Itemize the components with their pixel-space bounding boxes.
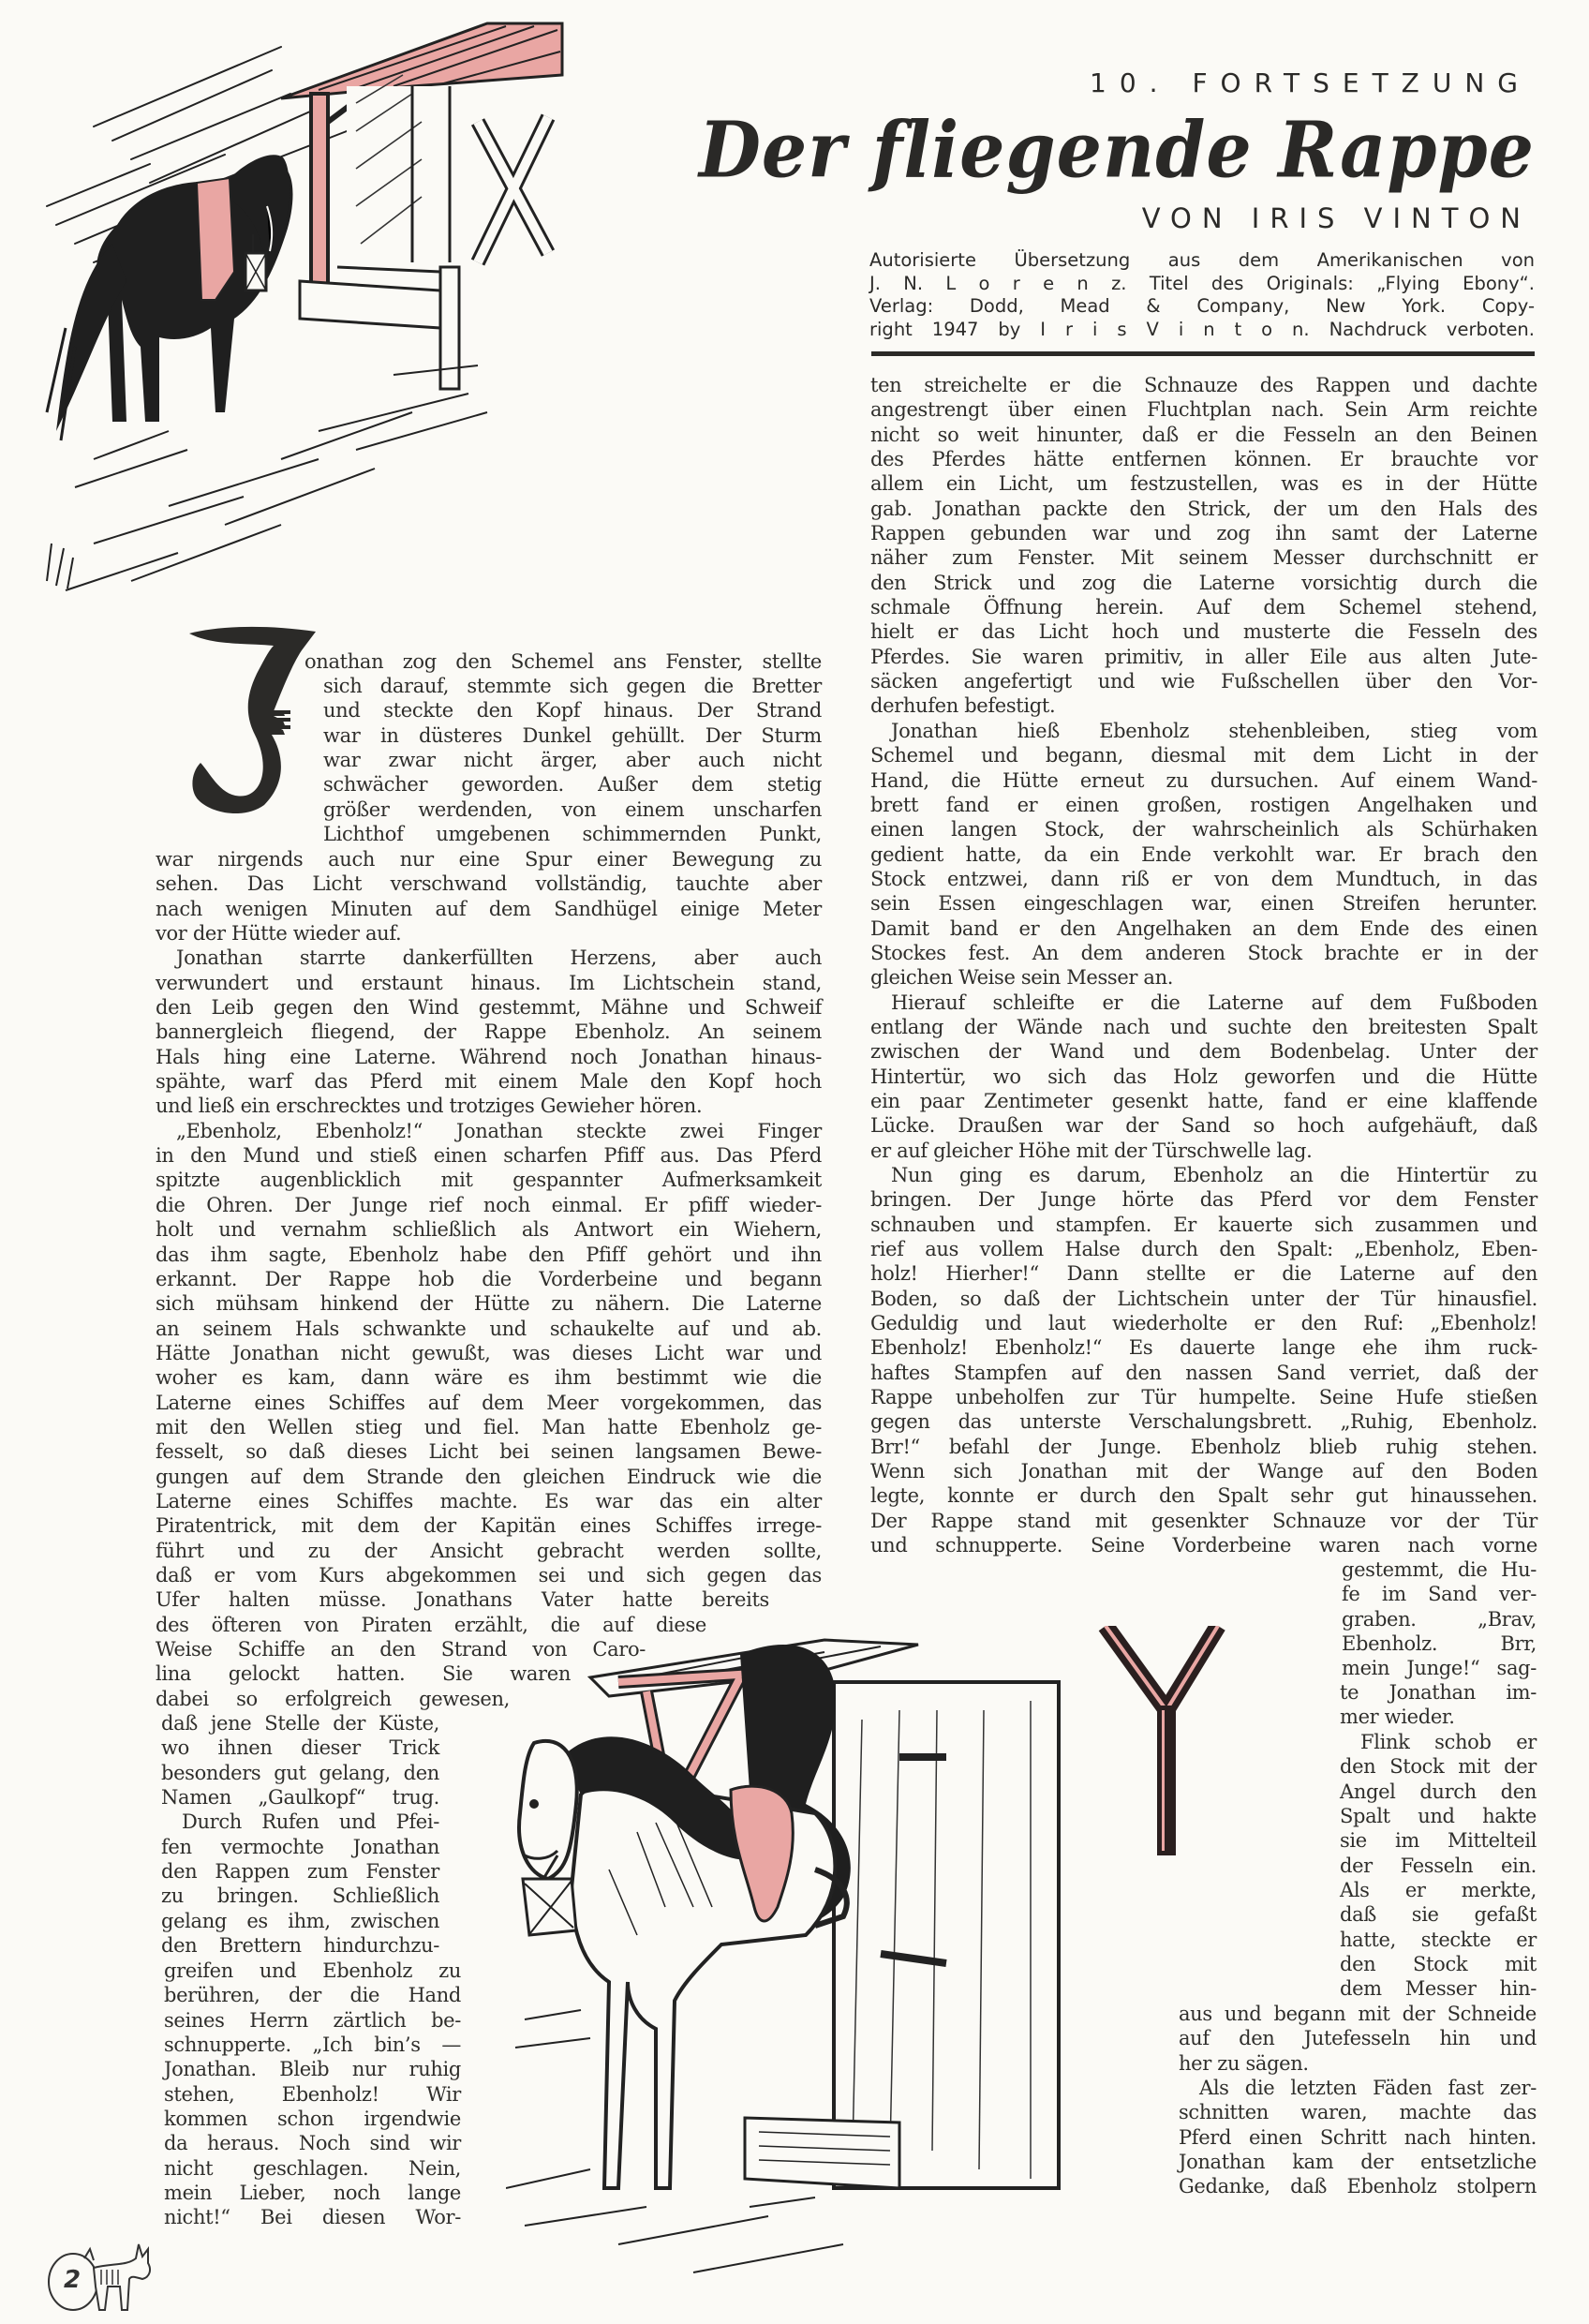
page-number-badge (37, 2221, 159, 2315)
text-line: Rappen gebunden war und zog ihn samt der Laterne (870, 522, 1537, 545)
text-line: ten streichelte er die Schnauze des Rappen und dachte (870, 374, 1537, 396)
text-line: er auf gleicher Höhe mit der Türschwelle lag. (870, 1139, 1313, 1162)
text-line: sehen. Das Licht verschwand vollständig, tauchte aber (156, 872, 822, 896)
text-line: brett fand er einen großen, rostigen Angelhaken und (870, 793, 1537, 816)
text-line: gedient hatte, da ein Ende verkohlt war. Er brach den (870, 842, 1537, 866)
text-line: Hand, die Hütte erneut zu dursuchen. Auf einem Wand- (870, 768, 1537, 792)
horse-figure (47, 155, 293, 440)
hut-step (300, 281, 440, 328)
text-line: Weise Schiffe an den Strand von Caro- (156, 1638, 646, 1661)
text-line: Pferd einen Schritt nach hinten. (1179, 2125, 1537, 2149)
text-line: zu bringen. Schließlich (161, 1885, 439, 1908)
text-line: daß sie gefaßt (1340, 1903, 1537, 1927)
credits-line: J. N. L o r e n z. Titel des Originals: „Flying Ebony“. (869, 272, 1535, 294)
text-line: und schnupperte. Seine Vorderbeine waren nach vorne (870, 1534, 1537, 1557)
text-line: gelang es ihm, zwischen (161, 1909, 439, 1932)
text-line: da heraus. Noch sind wir (164, 2132, 461, 2155)
horse-figure (519, 1645, 851, 2188)
text-line: mein Lieber, noch lange (164, 2182, 461, 2205)
header-rule (871, 351, 1535, 356)
text-line: Schemel und begann, diesmal mit dem Licht in der (870, 744, 1537, 767)
text-line: hatte, steckte er (1340, 1928, 1537, 1951)
text-line: vor der Hütte wieder auf. (156, 922, 402, 946)
hut-wall (347, 86, 562, 272)
text-line: sich darauf, stemmte sich gegen die Bretter (323, 675, 822, 697)
text-line: führt und zu der Ansicht gebracht werden sollte, (156, 1539, 822, 1562)
credits-line: Autorisierte Übersetzung aus dem Amerikanischen von (869, 249, 1535, 271)
text-line: erkannt. Der Rappe hob die Vorderbeine und begann (156, 1267, 822, 1290)
hut-post (311, 94, 328, 309)
text-line: Angel durch den (1340, 1780, 1537, 1803)
text-line: ein paar Zentimeter gesenkt hatte, fand er eine klaffende (870, 1089, 1537, 1112)
text-line: Gedanke, daß Ebenholz stolpern (1179, 2175, 1537, 2198)
text-line: auf den Jutefesseln hin und (1179, 2027, 1537, 2050)
text-line: holt und vernahm schließlich als Antwort ein Wiehern, (156, 1218, 822, 1242)
text-line: den Leib gegen den Wind gestemmt, Mähne und Schweif (156, 996, 822, 1020)
text-line: dabei so erfolgreich gewesen, (156, 1688, 510, 1710)
text-line: Flink schob er (1360, 1731, 1537, 1753)
text-line: Namen „Gaulkopf“ trug. (161, 1786, 439, 1810)
text-line: mer wieder. (1340, 1706, 1455, 1729)
text-line: berühren, der die Hand (164, 1984, 461, 2007)
text-line: Lichthof umgebenen schimmernden Punkt, (323, 823, 822, 846)
donkey-icon (37, 2221, 159, 2315)
text-line: daß jene Stelle der Küste, (161, 1712, 439, 1735)
page-number: 2 (64, 2266, 82, 2294)
text-line: sie im Mittelteil (1340, 1829, 1537, 1853)
text-line: bringen. Der Junge hörte das Pferd vor dem Fenster (870, 1188, 1537, 1212)
text-line: besonders gut gelang, den (161, 1761, 439, 1784)
text-line: das ihm sagte, Ebenholz habe den Pfiff gehört und ihn (156, 1243, 822, 1266)
text-line: Damit band er den Angelhaken an dem Ende des einen (870, 916, 1537, 940)
text-line: spitzte augenblicklich mit gespannter Aufmerksamkeit (156, 1169, 822, 1192)
text-line: Hintertür, wo sich das Holz geworfen und die Hütte (870, 1065, 1537, 1088)
text-line: fe im Sand ver- (1342, 1583, 1537, 1606)
text-line: Wenn sich Jonathan mit der Wange auf den Boden (870, 1460, 1537, 1483)
text-line: schnitten waren, machte das (1179, 2101, 1537, 2124)
text-line: den Stock mit der (1340, 1755, 1537, 1779)
text-line: den Strick und zog die Laterne vorsichtig durch die (870, 571, 1537, 594)
text-line: den Rappen zum Fenster (161, 1860, 439, 1884)
text-line: und ließ ein erschrecktes und trotziges Gewieher hören. (156, 1095, 703, 1118)
text-line: verwundert und erstaunt hinaus. Im Lichtschein stand, (156, 971, 822, 994)
text-line: rief aus vollem Halse durch den Spalt: „Ebenholz, Eben- (870, 1238, 1537, 1261)
text-line: hielt er das Licht hoch und musterte die Fesseln des (870, 620, 1537, 644)
text-line: Als die letzten Fäden fast zer- (1199, 2077, 1537, 2100)
translation-credits (869, 249, 1535, 341)
text-line: gleichen Weise sein Messer an. (870, 966, 1174, 990)
text-line: Ebenholz! Ebenholz!“ Es dauerte lange ehe ihm ruck- (870, 1336, 1537, 1360)
text-line: Der Rappe stand mit gesenkter Schnauze vor der Tür (870, 1509, 1537, 1532)
text-line: säcken angefertigt und wie Fußschellen über den Vor- (870, 670, 1537, 693)
y-post (1106, 1626, 1218, 1855)
text-line: allem ein Licht, um festzustellen, was es in der Hütte (870, 472, 1537, 496)
text-line: schwächer geworden. Außer dem stetig (323, 773, 822, 797)
text-line: Rappe unbeholfen zur Tür humpelte. Seine Hufe stießen (870, 1386, 1537, 1409)
text-line: zwischen der Wand und dem Bodenbelag. Unter der (870, 1040, 1537, 1064)
text-line: Lücke. Draußen war der Sand so hoch aufgehäuft, daß (870, 1114, 1537, 1138)
text-line: stehen, Ebenholz! Wir (164, 2082, 461, 2106)
text-line: nicht!“ Bei diesen Wor- (164, 2206, 461, 2229)
text-line: schmale Öffnung herein. Auf dem Schemel stehend, (870, 596, 1537, 619)
text-line: Brr!“ befahl der Junge. Ebenholz blieb ruhig stehen. (870, 1435, 1537, 1458)
text-line: bannergleich fliegend, der Rappe Ebenholz. An seinem (156, 1020, 822, 1044)
text-line: nach wenigen Minuten auf dem Sandhügel einige Meter (156, 897, 822, 920)
series-installment-label: 10. FORTSETZUNG (1090, 67, 1531, 98)
text-line: Pferdes. Sie waren primitiv, in aller Eile aus alten Jute- (870, 645, 1537, 668)
text-line: nicht so weit hinunter, daß er die Fesseln an den Beinen (870, 423, 1537, 446)
text-line: Hätte Jonathan nicht gewußt, was dieses Licht war und (156, 1341, 822, 1364)
text-line: kommen schon irgendwie (164, 2108, 461, 2131)
text-line: Piratentrick, mit dem der Kapitän eines Schiffes irrege- (156, 1514, 822, 1538)
text-line: gab. Jonathan packte den Strick, der um den Hals des (870, 497, 1537, 520)
text-line: den Brettern hindurchzu- (161, 1934, 439, 1958)
illustration-horse-at-hut (37, 19, 787, 618)
text-line: dem Messer hin- (1340, 1977, 1537, 2001)
text-line: Stockes fest. An dem anderen Stock brachte er in der (870, 941, 1537, 964)
text-line: her zu sägen. (1179, 2051, 1309, 2075)
text-line: gestemmt, die Hu- (1342, 1558, 1537, 1581)
text-line: aus und begann mit der Schneide (1179, 2003, 1537, 2025)
text-line: mit den Wellen stieg und fiel. Man hatte Ebenholz ge- (156, 1415, 822, 1438)
text-line: der Fesseln ein. (1340, 1854, 1537, 1877)
text-line: derhufen befestigt. (870, 694, 1056, 718)
text-line: gungen auf dem Strande den gleichen Eindruck wie die (156, 1465, 822, 1488)
text-line: und steckte den Kopf hinaus. Der Strand (323, 699, 822, 723)
story-title: Der fliegende Rappe (698, 105, 1535, 196)
text-line: entlang der Wände nach und suchte den breitesten Spalt (870, 1015, 1537, 1038)
text-line: des öfteren von Piraten erzählt, die auf diese (156, 1614, 706, 1636)
text-line: gegen das unterste Verschalungsbrett. „Ruhig, Ebenholz. (870, 1410, 1537, 1434)
text-line: Hierauf schleifte er die Laterne auf dem Fußboden (891, 991, 1537, 1014)
text-line: mein Junge!“ sag- (1342, 1657, 1537, 1680)
text-line: Stock entzwei, dann riß er von dem Mundtuch, in das (870, 867, 1537, 890)
text-line: Laterne eines Schiffes machte. Es war das ein alter (156, 1489, 822, 1512)
text-line: war nirgends auch nur eine Spur einer Bewegung zu (156, 848, 822, 871)
text-line: greifen und Ebenholz zu (164, 1959, 461, 1982)
text-line: spähte, warf das Pferd mit einem Male den Kopf hoch (156, 1070, 822, 1094)
text-line: näher zum Fenster. Mit seinem Messer durchschnitt er (870, 546, 1537, 570)
text-line: woher es kam, dann wäre es ihm bestimmt wie die (156, 1366, 822, 1390)
text-line: graben. „Brav, (1342, 1607, 1537, 1631)
text-line: Hals hing eine Laterne. Während noch Jonathan hinaus- (156, 1045, 822, 1068)
text-line: schnupperte. „Ich bin’s — (164, 2034, 461, 2057)
text-line: legte, konnte er durch den Spalt sehr gut hinaussehen. (870, 1484, 1537, 1508)
text-line: die Ohren. Der Junge rief noch einmal. Er pfiff wieder- (156, 1193, 822, 1216)
text-line: war in düsteres Dunkel gehüllt. Der Sturm (323, 723, 822, 747)
text-line: den Stock mit (1340, 1953, 1537, 1976)
text-line: lina gelockt hatten. Sie waren (156, 1662, 571, 1685)
text-line: Jonathan kam der entsetzliche (1179, 2151, 1537, 2174)
text-line: sein Essen eingeschlagen war, einen Streifen herunter. (870, 892, 1537, 916)
text-line: onathan zog den Schemel ans Fenster, stellte (304, 650, 822, 673)
text-line: nicht geschlagen. Nein, (164, 2156, 461, 2180)
text-line: Boden, so daß der Lichtschein unter der Tür hinausfiel. (870, 1287, 1537, 1310)
text-line: schnauben und stampfen. Er kauerte sich zusammen und (870, 1213, 1537, 1236)
text-line: größer werdenden, von einem unscharfen (323, 797, 822, 821)
author-byline: VON IRIS VINTON (1141, 202, 1531, 234)
text-line: wo ihnen dieser Trick (161, 1736, 439, 1760)
text-line: holz! Hierher!“ Dann stellte er die Laterne auf den (870, 1262, 1537, 1286)
text-line: an seinem Hals schwankte und schaukelte auf und ab. (156, 1317, 822, 1340)
text-line: fesselt, so daß dieses Licht bei seinen langsamen Bewe- (156, 1440, 822, 1464)
text-line: Ebenholz. Brr, (1342, 1632, 1537, 1656)
text-line: Nun ging es darum, Ebenholz an die Hintertür zu (891, 1164, 1537, 1186)
text-line: einen langen Stock, der wahrscheinlich als Schürhaken (870, 818, 1537, 842)
text-line: Geduldig und laut wiederholte er den Ruf: „Ebenholz! (870, 1312, 1537, 1335)
credits-line: Verlag: Dodd, Mead & Company, New York. Copy- (869, 295, 1535, 317)
text-line: in den Mund und stieß einen scharfen Pfiff aus. Das Pferd (156, 1144, 822, 1168)
text-line: Laterne eines Schiffes auf dem Meer vorgekommen, das (156, 1391, 822, 1414)
text-line: fen vermochte Jonathan (161, 1835, 439, 1858)
text-line: daß er vom Kurs abgekommen sei und sich gegen das (156, 1563, 822, 1587)
text-line: Durch Rufen und Pfei- (182, 1810, 439, 1834)
text-line: des Pferdes hätte entfernen können. Er brauchte vor (870, 448, 1537, 471)
saddle-blanket (197, 178, 234, 300)
text-line: Jonathan. Bleib nur ruhig (164, 2058, 461, 2081)
text-line: war zwar nicht ärger, aber auch nicht (323, 749, 822, 772)
text-line: Spalt und hakte (1340, 1805, 1537, 1828)
text-line: te Jonathan im- (1340, 1681, 1537, 1704)
credits-line: right 1947 by I r i s V i n t o n. Nachdruck verboten. (869, 318, 1535, 340)
text-line: Jonathan starrte dankerfüllten Herzens, aber auch (176, 946, 822, 970)
text-line: haftes Stampfen auf den nassen Sand verriet, daß der (870, 1361, 1537, 1384)
text-line: Ufer halten müsse. Jonathans Vater hatte bereits (156, 1588, 769, 1611)
text-line: Jonathan hieß Ebenholz stehenbleiben, stieg vom (891, 719, 1537, 742)
text-line: „Ebenholz, Ebenholz!“ Jonathan steckte zwei Finger (176, 1119, 822, 1142)
text-line: Als er merkte, (1340, 1879, 1537, 1902)
text-line: sich mühsam hinkend der Hütte zu nähern. Die Laterne (156, 1292, 822, 1316)
text-line: seines Herrn zärtlich be- (164, 2008, 461, 2032)
text-line: angestrengt über einen Fluchtplan nach. Sein Arm reichte (870, 398, 1537, 422)
